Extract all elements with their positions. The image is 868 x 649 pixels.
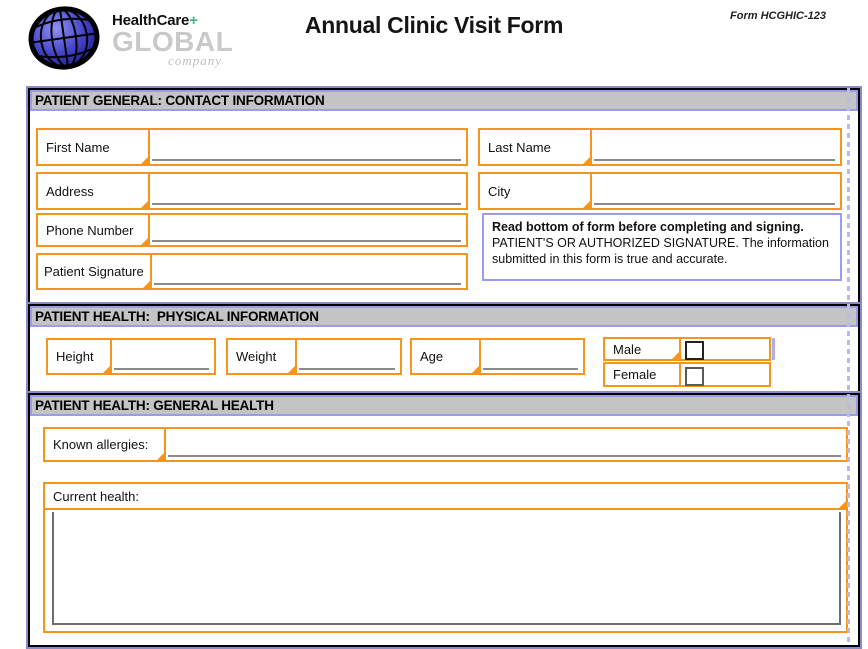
logo-plus-sign: +	[189, 12, 198, 29]
page-title: Annual Clinic Visit Form	[304, 12, 564, 38]
city-field	[478, 172, 842, 210]
city-label: City	[488, 183, 511, 199]
age-field	[410, 338, 585, 375]
phone-number-field	[36, 213, 468, 247]
input-underline	[152, 159, 461, 161]
female-checkbox[interactable]	[685, 367, 704, 386]
field-anchor-icon	[157, 453, 164, 460]
phone-number-input[interactable]	[148, 215, 466, 245]
female-label: Female	[613, 367, 657, 382]
section-contact-title: PATIENT GENERAL: CONTACT INFORMATION	[35, 93, 325, 108]
address-input[interactable]	[148, 174, 466, 208]
section-general-header	[30, 395, 858, 416]
age-label: Age	[420, 349, 444, 364]
male-field	[603, 337, 771, 361]
known-allergies-label: Known allergies:	[53, 437, 149, 452]
input-underline	[152, 203, 461, 205]
address-field	[36, 172, 468, 210]
field-anchor-icon	[583, 157, 590, 164]
height-input[interactable]	[110, 340, 214, 373]
form-number: Form HCGHIC-123	[730, 10, 826, 22]
weight-label: Weight	[236, 349, 277, 364]
last-name-label: Last Name	[488, 139, 551, 155]
logo-healthcare-text: HealthCare	[112, 12, 190, 29]
weight-field	[226, 338, 402, 375]
input-underline	[594, 203, 835, 205]
height-field	[46, 338, 216, 375]
male-input-area	[679, 339, 769, 359]
input-underline	[154, 283, 461, 285]
patient-signature-label: Patient Signature	[44, 264, 144, 279]
field-anchor-icon	[103, 366, 110, 373]
address-label: Address	[46, 183, 94, 199]
current-health-textarea[interactable]	[52, 512, 841, 625]
field-anchor-icon	[141, 201, 148, 208]
first-name-input[interactable]	[148, 130, 466, 164]
last-name-input[interactable]	[590, 130, 840, 164]
logo-tagline: company	[168, 53, 222, 68]
known-allergies-field	[43, 427, 848, 462]
first-name-field	[36, 128, 468, 166]
section-contact-header	[30, 90, 858, 111]
patient-signature-input[interactable]	[150, 255, 466, 288]
weight-input[interactable]	[295, 340, 400, 373]
input-underline	[114, 368, 209, 370]
male-checkbox[interactable]	[685, 341, 704, 360]
age-input[interactable]	[479, 340, 583, 373]
signature-notice	[482, 213, 842, 281]
input-underline	[299, 368, 395, 370]
notice-body-text: PATIENT'S OR AUTHORIZED SIGNATURE. The information submitted in this form is true and accurate.	[492, 236, 829, 266]
phone-number-label: Phone Number	[46, 222, 134, 238]
section-general-title: PATIENT HEALTH: GENERAL HEALTH	[35, 398, 274, 413]
first-name-label: First Name	[46, 139, 110, 155]
input-underline	[594, 159, 835, 161]
layout-guide-line	[847, 88, 850, 645]
female-field	[603, 362, 771, 387]
field-anchor-icon	[141, 238, 148, 245]
male-field-guide-accent	[772, 338, 775, 360]
section-physical-header	[30, 306, 858, 327]
current-health-label-row	[45, 484, 846, 510]
field-anchor-icon	[583, 201, 590, 208]
input-underline	[152, 240, 461, 242]
field-anchor-icon	[672, 352, 679, 359]
current-health-field	[43, 482, 848, 633]
last-name-field	[478, 128, 842, 166]
logo-global-text: GLOBAL	[112, 26, 234, 57]
female-input-area	[679, 364, 769, 385]
height-label: Height	[56, 349, 94, 364]
known-allergies-input[interactable]	[164, 429, 846, 460]
field-anchor-icon	[472, 366, 479, 373]
current-health-label: Current health:	[53, 488, 139, 504]
male-label: Male	[613, 341, 642, 357]
input-underline	[168, 455, 841, 457]
field-anchor-icon	[143, 281, 150, 288]
section-physical-title: PATIENT HEALTH: PHYSICAL INFORMATION	[35, 309, 319, 324]
city-input[interactable]	[590, 174, 840, 208]
input-underline	[483, 368, 578, 370]
patient-signature-field	[36, 253, 468, 290]
field-anchor-icon	[288, 366, 295, 373]
notice-bold-text: Read bottom of form before completing and signing.	[492, 220, 804, 234]
field-anchor-icon	[141, 157, 148, 164]
field-anchor-icon	[838, 501, 846, 509]
